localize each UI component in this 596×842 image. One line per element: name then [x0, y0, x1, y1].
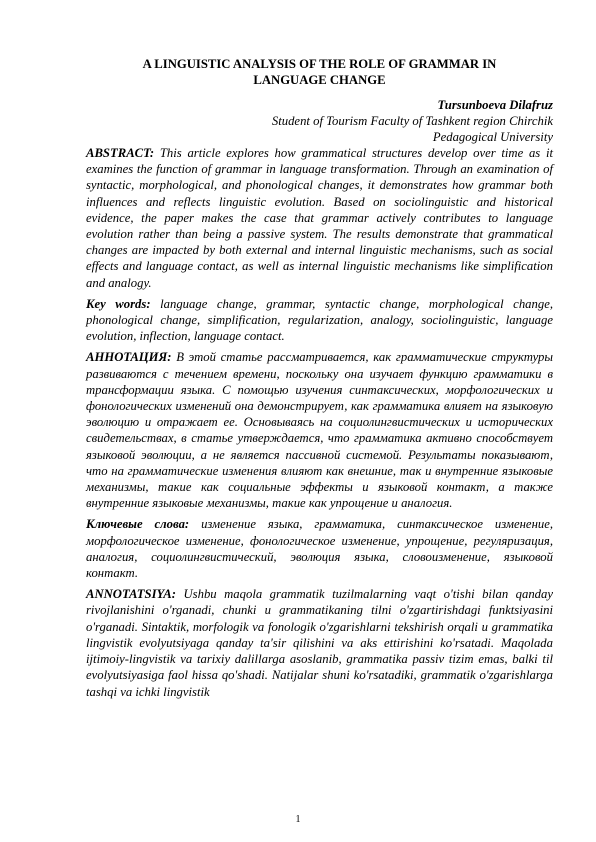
affiliation-line-2: Pedagogical University: [432, 130, 553, 144]
annotation-ru: [86, 349, 553, 511]
page-number: 1: [295, 814, 301, 825]
keywords-ru-label: Ключевые слова:: [86, 517, 190, 532]
title-line-1: A LINGUISTIC ANALYSIS OF THE ROLE OF GRAMMAR IN: [142, 57, 497, 71]
keywords-text: language change, grammar, syntactic change, morphological change, phonological change, simplification, regularization, analogy, sociolinguistic, language evolution, inflection, language contact.: [86, 296, 553, 344]
paper-page: [86, 56, 553, 700]
abstract-en: [86, 145, 553, 291]
abstract-label: ABSTRACT:: [86, 146, 155, 160]
annotatsiya-uz-label: ANNOTATSIYA:: [86, 587, 176, 602]
keywords-ru-text: изменение языка, грамматика, синтаксическое изменение, морфологическое изменение, фонологическое изменение, упрощение, регуляризация, аналогия, социолингвистический, эволюция языка, словоизменение, языковой контакт.: [86, 517, 554, 581]
keywords-label: Key words:: [86, 296, 151, 311]
author-name: Tursunboeva Dilafruz: [437, 98, 553, 112]
abstract-text: This article explores how grammatical structures develop over time as it examines the function of grammar in language transformation. Through an examination of syntactic, morphological, and phonological changes, it demonstrates how grammar both influences and reflects linguistic evolution. Based on sociolinguistic and historical evidence, the paper makes the case that grammar actively contributes to language evolution rather than being a passive system. The results demonstrate that grammatical changes are impacted by both external and internal linguistic mechanisms, such as social effects and language contact, as well as internal linguistic mechanisms like simplification and analogy.: [86, 146, 553, 290]
paper-title: [86, 56, 553, 88]
annotation-ru-label: АННОТАЦИЯ:: [86, 350, 172, 365]
title-line-2: LANGUAGE CHANGE: [253, 73, 386, 87]
affiliation: [86, 113, 553, 145]
keywords-ru: [86, 516, 553, 581]
annotation-ru-text: В этой статье рассматривается, как грамматические структуры развиваются с течением времени, поскольку она изучает функцию грамматики в трансформации языка. С помощью изучения синтаксических, морфологических и фонологических изменений она демонстрирует, как грамматика влияет на языковую эволюцию и отражает ее. Основываясь на социолингвистических и исторических свидетельствах, в статье утверждается, что грамматика активно способствует языковой эволюции, а не является пассивной системой. Результаты показывают, что на грамматические изменения влияют как внешние, так и внутренние языковые механизмы, такие как социальные эффекты и языковой контакт, а также внутренние языковые механизмы, такие как упрощение и аналогия.: [86, 350, 553, 511]
annotatsiya-uz-text: Ushbu maqola grammatik tuzilmalarning vaqt o'tishi bilan qanday rivojlanishini o'rganadi, chunki u grammatikaning tilni o'zgartirishdagi funktsiyasini o'rganadi. Sintaktik, morfologik va fonologik o'zgarishlarni tekshirish orqali u grammatika lingvistik evolyutsiyaga qanday ta'sir qilishini va aks ettirishini ko'rsatadi. Maqolada ijtimoiy-lingvistik va tarixiy dalillarga asoslanib, grammatika passiv tizim emas, balki til evolyutsiyasiga faol hissa qo'shadi. Natijalar shuni ko'rsatadiki, grammatik o'zgarishlarga tashqi va ichki lingvistik: [86, 587, 554, 699]
keywords-en: [86, 296, 553, 345]
annotatsiya-uz: [86, 586, 553, 699]
affiliation-line-1: Student of Tourism Faculty of Tashkent region Chirchik: [271, 114, 553, 128]
